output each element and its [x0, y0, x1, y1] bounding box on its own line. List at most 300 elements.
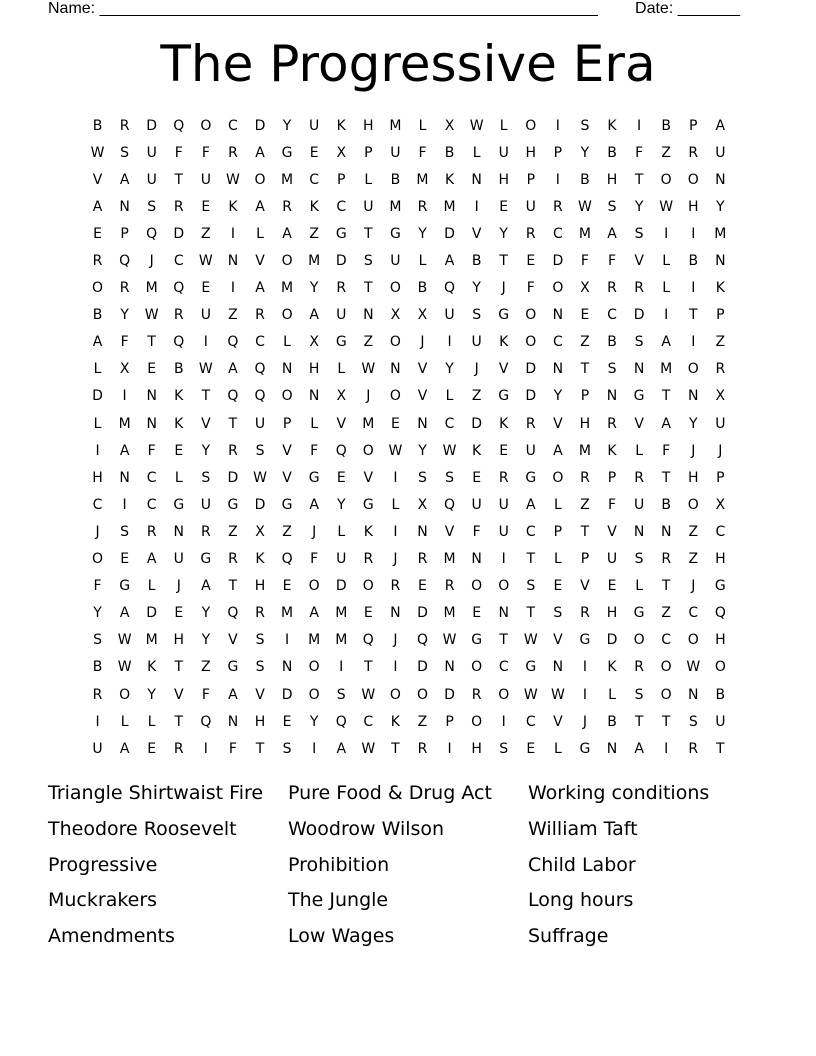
grid-cell[interactable]: Z	[417, 713, 428, 730]
grid-cell[interactable]: O	[281, 307, 293, 324]
grid-cell[interactable]: S	[688, 713, 698, 730]
grid-cell[interactable]: R	[228, 442, 238, 459]
grid-cell[interactable]: T	[228, 578, 238, 595]
grid-cell[interactable]: L	[662, 253, 671, 270]
grid-cell[interactable]: I	[285, 632, 290, 649]
grid-cell[interactable]: S	[607, 198, 617, 215]
grid-cell[interactable]: F	[93, 578, 102, 595]
grid-cell[interactable]: I	[393, 469, 398, 486]
grid-cell[interactable]: R	[92, 686, 103, 703]
grid-cell[interactable]: U	[336, 551, 347, 568]
grid-cell[interactable]: V	[444, 523, 455, 540]
grid-cell[interactable]: R	[634, 659, 644, 676]
grid-cell[interactable]: V	[255, 686, 265, 703]
grid-cell[interactable]: K	[390, 713, 400, 730]
grid-cell[interactable]: E	[147, 740, 157, 757]
grid-cell[interactable]: N	[688, 686, 699, 703]
grid-cell[interactable]: T	[499, 253, 508, 270]
grid-cell[interactable]: S	[634, 686, 644, 703]
grid-cell[interactable]: F	[201, 144, 210, 161]
grid-cell[interactable]: E	[526, 740, 536, 757]
grid-cell[interactable]: R	[607, 280, 617, 297]
grid-cell[interactable]: R	[688, 144, 699, 161]
grid-cell[interactable]: V	[498, 361, 509, 378]
grid-cell[interactable]: S	[255, 659, 265, 676]
grid-cell[interactable]: L	[418, 253, 427, 270]
grid-cell[interactable]: Q	[227, 388, 239, 405]
grid-cell[interactable]: E	[607, 578, 617, 595]
grid-cell[interactable]: A	[146, 551, 157, 568]
grid-cell[interactable]: U	[173, 551, 184, 568]
grid-cell[interactable]: S	[93, 632, 102, 649]
grid-cell[interactable]: H	[173, 632, 185, 649]
grid-cell[interactable]: R	[634, 280, 644, 297]
grid-cell[interactable]: P	[716, 469, 725, 486]
grid-cell[interactable]: T	[174, 171, 184, 188]
grid-cell[interactable]: B	[607, 144, 617, 161]
grid-cell[interactable]: R	[525, 415, 536, 432]
grid-cell[interactable]: G	[227, 496, 239, 513]
grid-cell[interactable]: L	[147, 578, 156, 595]
grid-cell[interactable]: S	[634, 551, 644, 568]
grid-cell[interactable]: T	[391, 740, 400, 757]
grid-cell[interactable]: R	[255, 605, 265, 622]
grid-cell[interactable]: N	[471, 171, 482, 188]
grid-cell[interactable]: T	[255, 740, 265, 757]
grid-cell[interactable]: C	[228, 117, 238, 134]
grid-cell[interactable]: M	[389, 198, 402, 215]
grid-cell[interactable]: S	[336, 686, 346, 703]
grid-cell[interactable]: U	[715, 144, 726, 161]
grid-cell[interactable]: D	[525, 361, 537, 378]
grid-cell[interactable]: I	[95, 442, 100, 459]
grid-cell[interactable]: I	[664, 740, 669, 757]
grid-cell[interactable]: O	[633, 632, 645, 649]
grid-cell[interactable]: H	[687, 469, 699, 486]
grid-cell[interactable]: A	[553, 442, 563, 459]
grid-cell[interactable]: S	[255, 442, 265, 459]
grid-cell[interactable]: P	[553, 523, 563, 540]
grid-cell[interactable]: G	[227, 659, 239, 676]
grid-cell[interactable]: Z	[580, 496, 590, 513]
grid-cell[interactable]: F	[120, 334, 129, 351]
grid-cell[interactable]: Q	[227, 605, 239, 622]
grid-cell[interactable]: O	[389, 280, 401, 297]
grid-cell[interactable]: C	[92, 496, 103, 513]
grid-cell[interactable]: U	[525, 442, 536, 459]
grid-cell[interactable]: H	[715, 632, 726, 649]
grid-cell[interactable]: W	[442, 442, 457, 459]
grid-cell[interactable]: D	[335, 253, 347, 270]
grid-cell[interactable]: S	[472, 307, 482, 324]
grid-cell[interactable]: Y	[580, 144, 590, 161]
grid-cell[interactable]: J	[393, 632, 398, 649]
grid-cell[interactable]: C	[552, 225, 563, 242]
grid-cell[interactable]: W	[361, 740, 376, 757]
grid-cell[interactable]: R	[146, 523, 157, 540]
grid-cell[interactable]: T	[364, 659, 373, 676]
grid-cell[interactable]: E	[309, 144, 319, 161]
grid-cell[interactable]: D	[173, 225, 185, 242]
grid-cell[interactable]: G	[498, 307, 510, 324]
grid-cell[interactable]: N	[633, 523, 645, 540]
grid-cell[interactable]: M	[714, 225, 727, 242]
grid-cell[interactable]: T	[661, 388, 671, 405]
grid-cell[interactable]: O	[308, 659, 320, 676]
grid-cell[interactable]: U	[471, 496, 482, 513]
grid-cell[interactable]: E	[282, 713, 292, 730]
grid-cell[interactable]: L	[418, 117, 427, 134]
grid-cell[interactable]: S	[607, 361, 617, 378]
grid-cell[interactable]: A	[201, 578, 211, 595]
grid-cell[interactable]: L	[553, 740, 562, 757]
grid-cell[interactable]: D	[335, 578, 347, 595]
grid-cell[interactable]: B	[417, 280, 428, 297]
grid-cell[interactable]: O	[660, 686, 672, 703]
grid-cell[interactable]: Z	[363, 334, 374, 351]
grid-cell[interactable]: O	[498, 578, 510, 595]
grid-cell[interactable]: Q	[254, 388, 266, 405]
grid-cell[interactable]: C	[146, 496, 157, 513]
grid-cell[interactable]: R	[228, 144, 238, 161]
grid-cell[interactable]: M	[118, 415, 131, 432]
grid-cell[interactable]: O	[281, 253, 293, 270]
grid-cell[interactable]: S	[147, 198, 157, 215]
grid-cell[interactable]: C	[173, 253, 184, 270]
grid-cell[interactable]: L	[608, 686, 616, 703]
grid-cell[interactable]: U	[444, 307, 455, 324]
grid-cell[interactable]: Y	[688, 415, 698, 432]
grid-cell[interactable]: C	[552, 334, 563, 351]
grid-cell[interactable]: P	[689, 117, 698, 134]
grid-cell[interactable]: B	[92, 117, 103, 134]
grid-cell[interactable]: G	[579, 632, 591, 649]
grid-cell[interactable]: Q	[173, 117, 185, 134]
grid-cell[interactable]: Z	[282, 523, 292, 540]
grid-cell[interactable]: A	[92, 198, 103, 215]
grid-cell[interactable]: Q	[173, 280, 185, 297]
grid-cell[interactable]: P	[716, 307, 725, 324]
grid-cell[interactable]: S	[580, 117, 590, 134]
grid-cell[interactable]: U	[390, 253, 401, 270]
grid-cell[interactable]: M	[281, 280, 294, 297]
grid-cell[interactable]: N	[146, 415, 157, 432]
grid-cell[interactable]: E	[390, 415, 400, 432]
grid-cell[interactable]: O	[254, 171, 266, 188]
grid-cell[interactable]: B	[688, 253, 699, 270]
grid-cell[interactable]: Z	[309, 225, 319, 242]
grid-cell[interactable]: U	[715, 415, 726, 432]
grid-cell[interactable]: D	[471, 415, 483, 432]
grid-cell[interactable]: W	[90, 144, 105, 161]
grid-cell[interactable]: N	[633, 361, 645, 378]
grid-cell[interactable]: R	[634, 469, 644, 486]
grid-cell[interactable]: T	[228, 415, 238, 432]
grid-cell[interactable]: L	[499, 117, 508, 134]
grid-cell[interactable]: B	[471, 253, 482, 270]
grid-cell[interactable]: D	[146, 117, 158, 134]
grid-cell[interactable]: E	[363, 605, 373, 622]
grid-cell[interactable]: S	[120, 144, 130, 161]
grid-cell[interactable]: Q	[444, 280, 456, 297]
grid-cell[interactable]: K	[472, 442, 482, 459]
grid-cell[interactable]: J	[691, 578, 696, 595]
grid-cell[interactable]: I	[122, 388, 127, 405]
grid-cell[interactable]: L	[93, 415, 102, 432]
grid-cell[interactable]: T	[634, 713, 644, 730]
grid-cell[interactable]: R	[525, 225, 536, 242]
grid-cell[interactable]: S	[255, 632, 265, 649]
grid-cell[interactable]: A	[661, 334, 671, 351]
grid-cell[interactable]: Z	[228, 307, 238, 324]
grid-cell[interactable]: L	[256, 225, 264, 242]
grid-cell[interactable]: G	[471, 632, 483, 649]
grid-cell[interactable]: A	[282, 225, 292, 242]
grid-cell[interactable]: M	[660, 361, 673, 378]
grid-cell[interactable]: B	[92, 659, 103, 676]
grid-cell[interactable]: R	[228, 551, 238, 568]
grid-cell[interactable]: T	[661, 469, 671, 486]
grid-cell[interactable]: O	[552, 280, 564, 297]
grid-cell[interactable]: B	[607, 713, 617, 730]
grid-cell[interactable]: J	[420, 334, 425, 351]
name-field[interactable]: Name: ________________________________________________________	[48, 0, 598, 17]
grid-cell[interactable]: F	[607, 496, 617, 513]
grid-cell[interactable]: H	[92, 469, 103, 486]
grid-cell[interactable]: I	[582, 686, 588, 703]
grid-cell[interactable]: R	[715, 361, 726, 378]
grid-cell[interactable]: D	[633, 307, 645, 324]
grid-cell[interactable]: U	[363, 198, 374, 215]
grid-cell[interactable]: Y	[716, 198, 725, 215]
grid-cell[interactable]: X	[390, 307, 401, 324]
grid-cell[interactable]: N	[688, 388, 699, 405]
grid-cell[interactable]: X	[417, 307, 428, 324]
grid-cell[interactable]: V	[417, 361, 428, 378]
grid-cell[interactable]: G	[119, 578, 131, 595]
grid-cell[interactable]: L	[662, 280, 671, 297]
grid-cell[interactable]: C	[255, 334, 265, 351]
grid-cell[interactable]: W	[523, 632, 538, 649]
grid-cell[interactable]: L	[635, 578, 643, 595]
grid-cell[interactable]: D	[444, 225, 455, 242]
grid-cell[interactable]: U	[633, 496, 645, 513]
grid-cell[interactable]: R	[390, 578, 401, 595]
grid-cell[interactable]: E	[282, 578, 292, 595]
grid-cell[interactable]: L	[337, 523, 346, 540]
grid-cell[interactable]: U	[498, 496, 509, 513]
grid-cell[interactable]: G	[281, 144, 293, 161]
grid-cell[interactable]: N	[227, 713, 239, 730]
grid-cell[interactable]: D	[281, 686, 293, 703]
grid-cell[interactable]: K	[336, 117, 346, 134]
grid-cell[interactable]: A	[255, 280, 265, 297]
grid-cell[interactable]: U	[254, 415, 266, 432]
grid-cell[interactable]: F	[147, 442, 156, 459]
grid-cell[interactable]: M	[281, 605, 294, 622]
grid-cell[interactable]: M	[443, 551, 456, 568]
grid-cell[interactable]: W	[523, 686, 538, 703]
grid-cell[interactable]: E	[174, 442, 184, 459]
grid-cell[interactable]: T	[688, 307, 698, 324]
grid-cell[interactable]: H	[606, 605, 618, 622]
grid-cell[interactable]: O	[362, 442, 374, 459]
grid-cell[interactable]: N	[146, 388, 157, 405]
grid-cell[interactable]: F	[472, 523, 481, 540]
grid-cell[interactable]: N	[119, 198, 130, 215]
grid-cell[interactable]: G	[498, 388, 510, 405]
grid-cell[interactable]: T	[174, 713, 184, 730]
grid-cell[interactable]: H	[363, 117, 374, 134]
grid-cell[interactable]: G	[281, 496, 293, 513]
grid-cell[interactable]: L	[283, 334, 291, 351]
grid-cell[interactable]: J	[176, 578, 181, 595]
grid-cell[interactable]: W	[144, 307, 159, 324]
grid-cell[interactable]: T	[201, 388, 211, 405]
grid-cell[interactable]: A	[444, 253, 455, 270]
grid-cell[interactable]: G	[200, 551, 212, 568]
grid-cell[interactable]: G	[362, 496, 374, 513]
grid-cell[interactable]: R	[255, 307, 265, 324]
grid-cell[interactable]: M	[443, 198, 456, 215]
grid-cell[interactable]: E	[174, 605, 184, 622]
grid-cell[interactable]: E	[336, 469, 346, 486]
grid-cell[interactable]: L	[120, 713, 129, 730]
grid-cell[interactable]: I	[230, 225, 235, 242]
grid-cell[interactable]: L	[364, 171, 373, 188]
grid-cell[interactable]: S	[120, 523, 130, 540]
grid-cell[interactable]: R	[200, 523, 211, 540]
grid-cell[interactable]: V	[607, 523, 617, 540]
grid-cell[interactable]: C	[336, 198, 347, 215]
grid-cell[interactable]: B	[92, 307, 103, 324]
grid-cell[interactable]: M	[578, 225, 591, 242]
grid-cell[interactable]: Z	[661, 605, 671, 622]
grid-cell[interactable]: Q	[173, 334, 185, 351]
grid-cell[interactable]: Y	[418, 225, 427, 242]
grid-cell[interactable]: I	[474, 198, 479, 215]
grid-cell[interactable]: T	[634, 171, 644, 188]
grid-cell[interactable]: N	[308, 388, 320, 405]
grid-cell[interactable]: H	[687, 198, 699, 215]
grid-cell[interactable]: N	[606, 740, 618, 757]
grid-cell[interactable]: Y	[120, 307, 129, 324]
grid-cell[interactable]: D	[552, 253, 564, 270]
grid-cell[interactable]: J	[393, 551, 398, 568]
grid-cell[interactable]: E	[499, 442, 509, 459]
grid-cell[interactable]: L	[553, 496, 562, 513]
grid-cell[interactable]: M	[145, 632, 158, 649]
grid-cell[interactable]: C	[525, 713, 536, 730]
grid-cell[interactable]: P	[364, 144, 373, 161]
grid-cell[interactable]: Z	[661, 144, 671, 161]
grid-cell[interactable]: N	[606, 388, 618, 405]
grid-cell[interactable]: Y	[336, 496, 346, 513]
grid-cell[interactable]: N	[552, 307, 564, 324]
grid-cell[interactable]: H	[254, 713, 266, 730]
grid-cell[interactable]: I	[691, 334, 696, 351]
grid-cell[interactable]: R	[553, 198, 563, 215]
grid-cell[interactable]: O	[471, 578, 483, 595]
grid-cell[interactable]: E	[201, 280, 211, 297]
grid-cell[interactable]: H	[525, 144, 537, 161]
grid-cell[interactable]: H	[498, 171, 509, 188]
grid-cell[interactable]: V	[363, 469, 374, 486]
grid-cell[interactable]: Q	[362, 632, 374, 649]
grid-cell[interactable]: O	[281, 388, 293, 405]
grid-cell[interactable]: Q	[200, 713, 212, 730]
grid-cell[interactable]: O	[525, 307, 537, 324]
grid-cell[interactable]: O	[525, 117, 537, 134]
grid-cell[interactable]: A	[228, 361, 238, 378]
grid-cell[interactable]: L	[174, 469, 183, 486]
grid-cell[interactable]: U	[146, 171, 157, 188]
grid-cell[interactable]: A	[661, 415, 671, 432]
grid-cell[interactable]: A	[228, 686, 238, 703]
grid-cell[interactable]: T	[526, 551, 536, 568]
grid-cell[interactable]: R	[688, 740, 699, 757]
grid-cell[interactable]: U	[146, 144, 157, 161]
grid-cell[interactable]: F	[526, 280, 535, 297]
grid-cell[interactable]: T	[661, 713, 671, 730]
grid-cell[interactable]: O	[308, 686, 320, 703]
grid-cell[interactable]: C	[525, 523, 536, 540]
grid-cell[interactable]: R	[417, 198, 428, 215]
grid-cell[interactable]: N	[119, 469, 130, 486]
grid-cell[interactable]: O	[687, 632, 699, 649]
grid-cell[interactable]: R	[363, 551, 374, 568]
grid-cell[interactable]: M	[308, 253, 321, 270]
grid-cell[interactable]: A	[526, 496, 536, 513]
grid-cell[interactable]: Z	[471, 388, 482, 405]
grid-cell[interactable]: P	[580, 551, 590, 568]
grid-cell[interactable]: N	[281, 361, 293, 378]
grid-cell[interactable]: O	[660, 659, 672, 676]
grid-cell[interactable]: J	[582, 713, 588, 730]
grid-cell[interactable]: Y	[418, 442, 427, 459]
grid-cell[interactable]: A	[607, 225, 617, 242]
grid-cell[interactable]: B	[390, 171, 401, 188]
grid-cell[interactable]: Z	[228, 523, 238, 540]
grid-cell[interactable]: V	[336, 415, 347, 432]
grid-cell[interactable]: O	[200, 117, 212, 134]
grid-cell[interactable]: U	[336, 307, 347, 324]
grid-cell[interactable]: Z	[201, 225, 211, 242]
grid-cell[interactable]: O	[389, 388, 401, 405]
grid-cell[interactable]: S	[526, 578, 536, 595]
grid-cell[interactable]: M	[578, 442, 591, 459]
grid-cell[interactable]: G	[633, 388, 645, 405]
grid-cell[interactable]: N	[715, 253, 726, 270]
grid-cell[interactable]: N	[417, 523, 428, 540]
grid-cell[interactable]: U	[200, 307, 211, 324]
grid-cell[interactable]: O	[552, 469, 564, 486]
grid-cell[interactable]: K	[174, 415, 184, 432]
grid-cell[interactable]: A	[119, 442, 130, 459]
grid-cell[interactable]: X	[715, 388, 726, 405]
grid-cell[interactable]: P	[445, 713, 454, 730]
grid-cell[interactable]: Y	[445, 361, 454, 378]
grid-cell[interactable]: F	[635, 144, 644, 161]
grid-cell[interactable]: H	[254, 578, 266, 595]
grid-cell[interactable]: F	[174, 144, 183, 161]
grid-cell[interactable]: U	[471, 334, 482, 351]
grid-cell[interactable]: O	[525, 334, 537, 351]
grid-cell[interactable]: B	[580, 171, 590, 188]
grid-cell[interactable]: Q	[714, 605, 726, 622]
grid-cell[interactable]: P	[580, 388, 590, 405]
grid-cell[interactable]: A	[336, 740, 347, 757]
